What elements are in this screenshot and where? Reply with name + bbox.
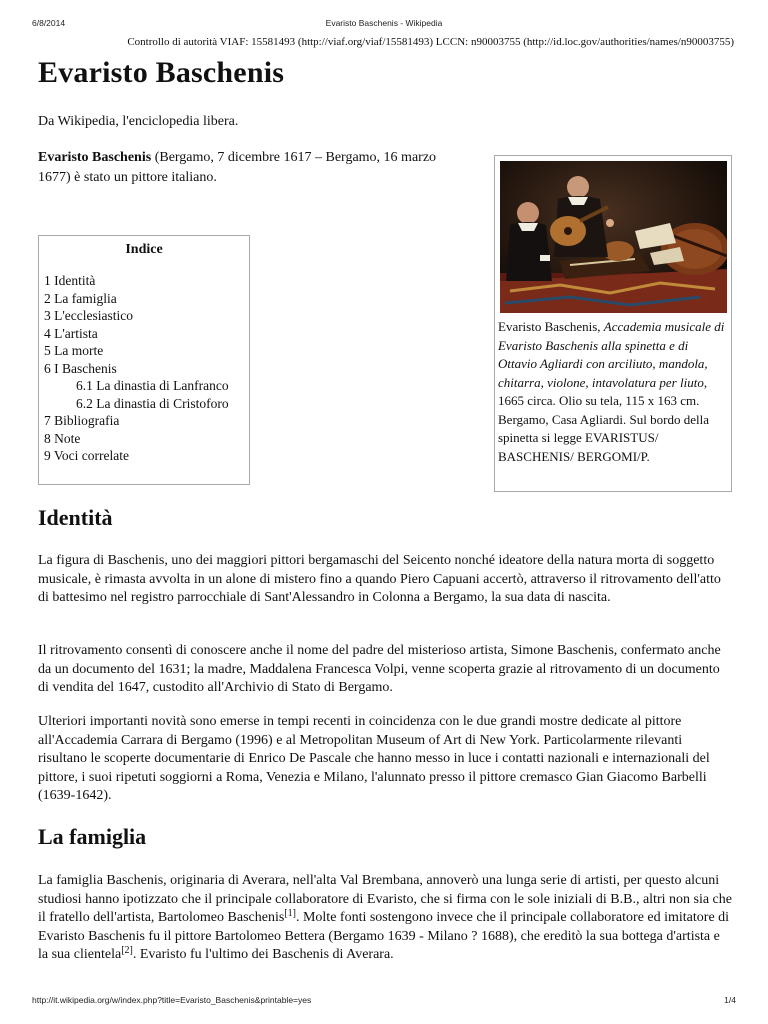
table-of-contents [38, 235, 250, 485]
print-footer [32, 995, 736, 1005]
paragraph-identita-2: Il ritrovamento consentì di conoscere anche il nome del padre del misterioso artista, Simone Baschenis, confermato anche da un documento del 1631; la madre, Maddalena Francesca Volpi, venne scoperta grazie al ritrovamento di un documento di vendita del 1647, custodito all'Archivio di Stato di Bergamo. [38, 643, 721, 695]
toc-item-cristoforo[interactable]: 6.2 La dinastia di Cristoforo [76, 395, 229, 411]
lead-subject-name: Evaristo Baschenis [38, 150, 152, 165]
print-url: http://it.wikipedia.org/w/index.php?title=Evaristo_Baschenis&printable=yes [32, 995, 312, 1005]
image-infobox [494, 155, 732, 492]
authority-control: Controllo di autorità VIAF: 15581493 (http://viaf.org/viaf/15581493) LCCN: n90003755 (http://id.loc.gov/authorities/names/n90003755) [127, 36, 734, 48]
paragraph-identita-3: Ulteriori importanti novità sono emerse in tempi recenti in coincidenza con le due grandi mostre dedicate al pittore all'Accademia Carrara di Bergamo (1996) e al Metropolitan Museum of Art di New York. Particolarmente rilevanti risultano le scoperte documentarie di Enrico De Pascale che hanno messo in luce i contatti nazionali e internazionali del pittore, i suoi ripetuti soggiorni a Roma, Venezia e Milano, l'alunnato presso il pittore cremasco Gian Giacomo Barbelli (1639-1642). [38, 714, 710, 803]
page-number: 1/4 [724, 995, 736, 1005]
toc-item-note[interactable]: 8 Note [44, 430, 81, 446]
print-header [32, 18, 736, 28]
toc-item-ecclesiastico[interactable]: 3 L'ecclesiastico [44, 308, 134, 323]
toc-title: Indice [125, 242, 163, 257]
heading-famiglia: La famiglia [38, 824, 147, 849]
print-date: 6/8/2014 [32, 18, 66, 28]
toc-item-lanfranco[interactable]: 6.1 La dinastia di Lanfranco [76, 378, 229, 393]
page-title: Evaristo Baschenis [38, 56, 285, 89]
toc-list [39, 272, 249, 465]
toc-item-identita[interactable]: 1 Identità [44, 273, 96, 288]
reference-link-2[interactable]: [2] [121, 945, 133, 956]
famiglia-text-2: . Molte fonti sostengono invece che il principale collaboratore ed imitatore di Evaristo Baschenis fu il pittore Bartolomeo Bettera (Bergamo 1639 - Milano ? 1688), che ereditò la sua bottega d'artista e la sua clientela [38, 910, 730, 962]
reference-link-1[interactable]: [1] [284, 908, 296, 919]
site-subtitle: Da Wikipedia, l'enciclopedia libera. [38, 114, 239, 129]
image-caption [498, 318, 727, 466]
caption-details: , 1665 circa. Olio su tela, 115 x 163 cm. Bergamo, Casa Agliardi. Sul bordo della spinetta si legge EVARISTUS/ BASCHENIS/ BERGOMI/P. [498, 374, 709, 464]
print-title: Evaristo Baschenis - Wikipedia [325, 18, 443, 28]
caption-artwork-title[interactable]: Accademia musicale di Evaristo Baschenis alla spinetta e di Ottavio Agliardi con arciliuto, mandola, chitarra, violone, intavolatura per liuto [498, 319, 725, 390]
famiglia-text-1: La famiglia Baschenis, originaria di Averara, nell'alta Val Brembana, annoverò una lunga serie di artisti, per questo alcuni studiosi hanno ipotizzato che il principale collaboratore di Evaristo, che si firma con le sole iniziali di B.B., altri non sia che il fratello dell'artista, Bartolomeo Baschenis [38, 873, 732, 925]
heading-identita: Identità [38, 505, 113, 530]
famiglia-text-3: . Evaristo fu l'ultimo dei Baschenis di Averara. [132, 947, 394, 962]
toc-item-morte[interactable]: 5 La morte [44, 343, 104, 358]
paragraph-identita-1: La figura di Baschenis, uno dei maggiori pittori bergamaschi del Seicento nonché ideatore della natura morta di soggetto musicale, è rimasta avvolta in un alone di mistero fino a quando Piero Capuani accertò, attraverso il ritrovamento dell'atto di battesimo nel registro parrocchiale di Sant'Alessandro in Colonna a Bergamo, la sua data di nascita. [38, 553, 721, 605]
toc-item-baschenis[interactable]: 6 I Baschenis [44, 360, 117, 376]
painting-image[interactable] [500, 161, 727, 313]
caption-author: Evaristo Baschenis, [498, 319, 604, 334]
lead-paragraph [38, 148, 458, 188]
toc-item-voci-correlate[interactable]: 9 Voci correlate [44, 448, 129, 463]
lead-text: (Bergamo, 7 dicembre 1617 – Bergamo, 16 marzo 1677) è stato un pittore italiano. [38, 150, 437, 185]
toc-item-artista[interactable]: 4 L'artista [44, 325, 98, 341]
paragraph-famiglia-1 [38, 872, 732, 965]
painting-illustration [500, 161, 727, 313]
toc-item-bibliografia[interactable]: 7 Bibliografia [44, 413, 120, 428]
toc-item-famiglia[interactable]: 2 La famiglia [44, 290, 117, 306]
